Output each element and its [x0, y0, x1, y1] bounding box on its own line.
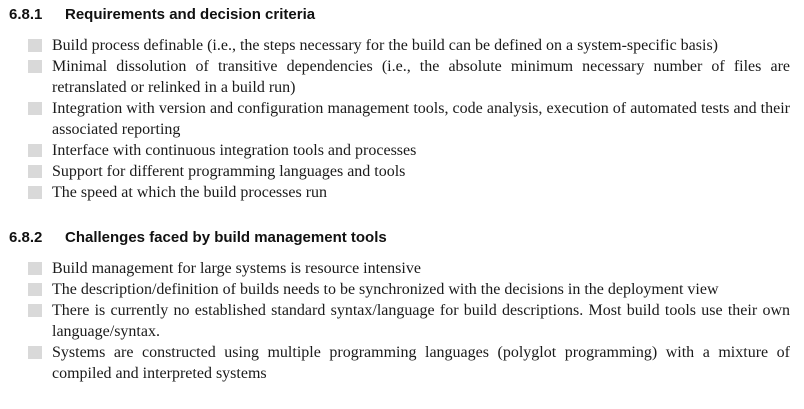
list-item: [28, 161, 790, 182]
square-bullet-icon: [28, 39, 42, 52]
list-item-text: Minimal dissolution of transitive dependencies (i.e., the absolute minimum necessary number of files are retranslated or relinked in a build run): [52, 58, 790, 96]
list-item: [28, 35, 790, 56]
square-bullet-icon: [28, 304, 42, 317]
list-item: [28, 342, 790, 384]
section-heading-requirements: [9, 6, 315, 24]
list-item-text: Interface with continuous integration tools and processes: [52, 142, 417, 159]
list-item: [28, 279, 790, 300]
list-item-text: The description/definition of builds needs to be synchronized with the decisions in the deployment view: [52, 281, 719, 298]
list-item-text: Integration with version and configuration management tools, code analysis, execution of automated tests and their associated reporting: [52, 100, 790, 138]
section-number: 6.8.2: [9, 229, 43, 246]
square-bullet-icon: [28, 102, 42, 115]
list-item: [28, 98, 790, 140]
list-item-text: Build management for large systems is resource intensive: [52, 260, 421, 277]
list-item-text: There is currently no established standard syntax/language for build descriptions. Most build tools use their own language/syntax.: [52, 302, 790, 340]
square-bullet-icon: [28, 144, 42, 157]
list-item: [28, 258, 790, 279]
section-heading-challenges: [9, 229, 387, 247]
list-item-text: Systems are constructed using multiple programming languages (polyglot programming) with a mixture of compiled and interpreted systems: [52, 344, 790, 382]
list-item-text: The speed at which the build processes run: [52, 184, 328, 201]
list-item: [28, 182, 790, 203]
challenges-list: [28, 258, 790, 384]
square-bullet-icon: [28, 346, 42, 359]
section-number: 6.8.1: [9, 6, 43, 23]
requirements-list: [28, 35, 790, 203]
square-bullet-icon: [28, 186, 42, 199]
list-item-text: Build process definable (i.e., the steps necessary for the build can be defined on a system-specific basis): [52, 37, 719, 54]
square-bullet-icon: [28, 283, 42, 296]
square-bullet-icon: [28, 262, 42, 275]
square-bullet-icon: [28, 165, 42, 178]
list-item: [28, 140, 790, 161]
list-item: [28, 300, 790, 342]
list-item-text: Support for different programming languages and tools: [52, 163, 406, 180]
list-item: [28, 56, 790, 98]
section-title: Requirements and decision criteria: [65, 6, 316, 23]
section-title: Challenges faced by build management tools: [65, 229, 387, 246]
square-bullet-icon: [28, 60, 42, 73]
